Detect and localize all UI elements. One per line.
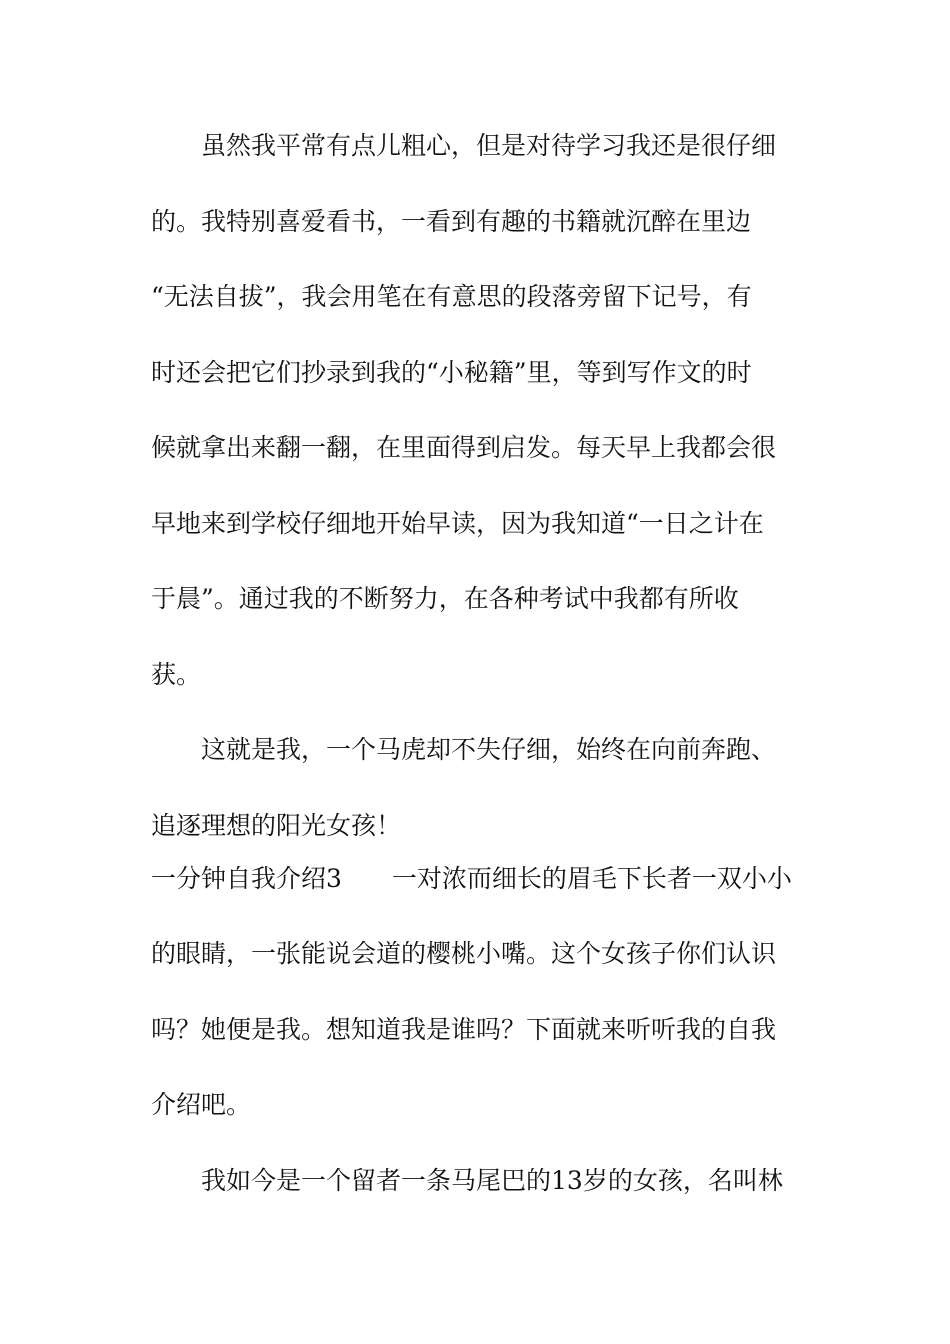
text-line: “无法自拔”，我会用笔在有意思的段落旁留下记号，有 [151, 282, 752, 311]
text-line: 介绍吧。 [151, 1090, 252, 1119]
text-line: 早地来到学校仔细地开始早读，因为我知道“一日之计在 [151, 508, 764, 538]
text-line: 我如今是一个留者一条马尾巴的13岁的女孩，名叫林 [201, 1165, 783, 1195]
text-line: 虽然我平常有点儿粗心，但是对待学习我还是很仔细 [201, 131, 777, 160]
section-heading-line: 一分钟自我介绍3 一对浓而细长的眉毛下长者一双小小 [151, 863, 792, 893]
text-line: 吗？她便是我。想知道我是谁吗？下面就来听听我的自我 [151, 1014, 777, 1044]
text-line: 的眼睛，一张能说会道的樱桃小嘴。这个女孩子你们认识 [151, 939, 777, 968]
text-line: 追逐理想的阳光女孩！ [151, 810, 402, 840]
text-line: 获。 [151, 659, 202, 689]
text-line: 时还会把它们抄录到我的“小秘籍”里，等到写作文的时 [151, 357, 752, 387]
text-line: 候就拿出来翻一翻，在里面得到启发。每天早上我都会很 [151, 433, 777, 462]
text-line: 这就是我，一个马虎却不失仔细，始终在向前奔跑、 [201, 735, 777, 764]
document-body [151, 127, 831, 1237]
text-line: 于晨”。通过我的不断努力，在各种考试中我都有所收 [151, 584, 739, 613]
text-line: 的。我特别喜爱看书，一看到有趣的书籍就沉醉在里边 [151, 206, 752, 236]
